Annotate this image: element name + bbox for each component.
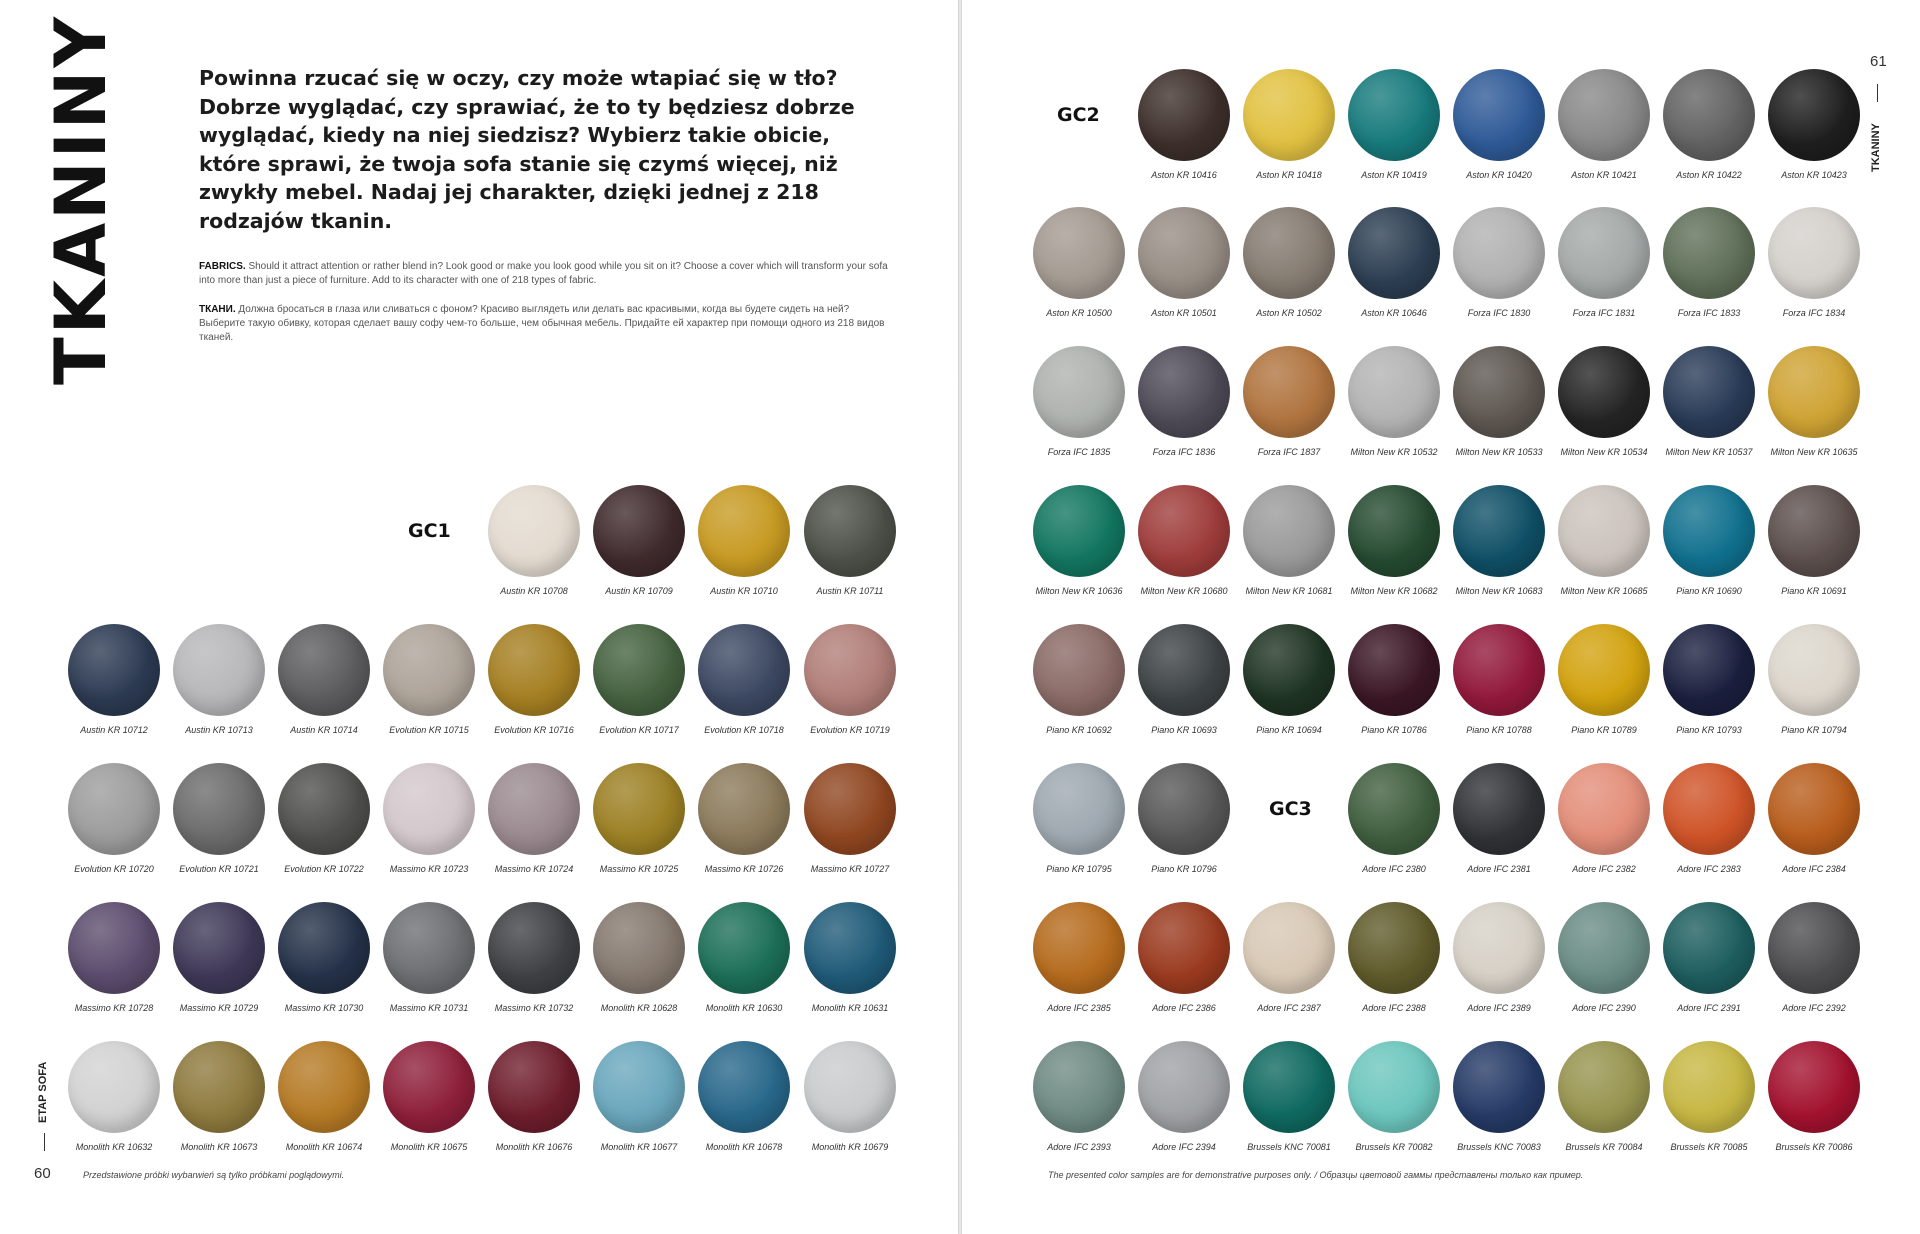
intro-russian-label: ТКАНИ. [199,304,236,315]
fabric-swatch [698,763,790,855]
fabric-label: Monolith KR 10675 [390,1142,468,1152]
group-label-gc3: GC3 [1269,798,1312,820]
fabric-label: Austin KR 10711 [816,586,884,596]
fabric-swatch [1663,1041,1755,1133]
fabric-swatch [1663,763,1755,855]
fabric-swatch [1558,485,1650,577]
fabric-label: Aston KR 10646 [1361,308,1427,318]
fabric-swatch [1768,902,1860,994]
fabric-label: Massimo KR 10732 [494,1003,574,1013]
fabric-swatch [68,902,160,994]
fabric-swatch [1138,1041,1230,1133]
fabric-label: Evolution KR 10719 [810,725,890,735]
fabric-label: Adore IFC 2385 [1047,1003,1111,1013]
fabric-swatch [1033,1041,1125,1133]
fabric-swatch [1453,763,1545,855]
fabric-label: Adore IFC 2393 [1047,1142,1111,1152]
fabric-label: Forza IFC 1834 [1782,308,1846,318]
fabric-swatch [173,902,265,994]
fabric-swatch [1348,624,1440,716]
fabric-label: Adore IFC 2380 [1362,864,1426,874]
fabric-label: Piano KR 10786 [1361,725,1427,735]
fabric-swatch [1663,485,1755,577]
fabric-label: Adore IFC 2383 [1677,864,1741,874]
fabric-label: Adore IFC 2381 [1467,864,1531,874]
fabric-label: Monolith KR 10676 [495,1142,573,1152]
fabric-label: Brussels KNC 70083 [1457,1142,1541,1152]
fabric-label: Adore IFC 2391 [1677,1003,1741,1013]
fabric-label: Milton New KR 10534 [1560,447,1648,457]
fabric-label: Forza IFC 1837 [1257,447,1321,457]
fabric-label: Evolution KR 10717 [599,725,679,735]
fabric-label: Brussels KR 70085 [1670,1142,1748,1152]
fabric-swatch [488,763,580,855]
fabric-label: Massimo KR 10724 [494,864,574,874]
fabric-label: Aston KR 10420 [1466,170,1532,180]
fabric-swatch [1138,902,1230,994]
fabric-label: Adore IFC 2390 [1572,1003,1636,1013]
fabric-swatch [1348,902,1440,994]
fabric-swatch [1768,346,1860,438]
fabric-swatch [1558,1041,1650,1133]
fabric-label: Piano KR 10691 [1781,586,1847,596]
fabric-swatch [1243,346,1335,438]
fabric-swatch [804,485,896,577]
fabric-label: Milton New KR 10680 [1140,586,1228,596]
fabric-swatch [1558,624,1650,716]
fabric-swatch [1768,207,1860,299]
fabric-swatch [278,1041,370,1133]
intro-russian-text: Должна бросаться в глаза или сливаться с фоном? Красиво выглядеть или делать вас красивыми, когда вы будете сидеть на ней? Выберите такую обивку, которая сделает вашу софу чем-то больше, чем обычная мебель. Придайте ей характер при помощи одного из 218 видов тканей. [199,304,885,343]
fabric-swatch [68,624,160,716]
fabric-swatch [1453,485,1545,577]
fabric-swatch [1138,69,1230,161]
fabric-swatch [1558,902,1650,994]
fabric-label: Adore IFC 2382 [1572,864,1636,874]
footnote: The presented color samples are for demonstrative purposes only. / Образцы цветовой гаммы представлены только как пример. [1048,1170,1584,1180]
fabric-label: Evolution KR 10722 [284,864,364,874]
fabric-swatch [383,763,475,855]
fabric-label: Forza IFC 1830 [1467,308,1531,318]
fabric-swatch [1033,763,1125,855]
fabric-label: Monolith KR 10628 [600,1003,678,1013]
fabric-swatch [1663,624,1755,716]
fabric-swatch [1138,346,1230,438]
fabric-swatch [1033,902,1125,994]
fabric-label: Monolith KR 10673 [180,1142,258,1152]
fabric-label: Monolith KR 10678 [705,1142,783,1152]
fabric-label: Aston KR 10423 [1781,170,1847,180]
fabric-swatch [1138,624,1230,716]
fabric-swatch [1243,485,1335,577]
fabric-swatch [1768,1041,1860,1133]
intro-text: Powinna rzucać się w oczy, czy może wtapiać się w tło? Dobrze wyglądać, czy sprawiać, że to ty będziesz dobrze wyglądać, kiedy na niej siedzisz? Wybierz takie obicie, które sprawi, że twoja sofa stanie się czymś więcej, niż zwykły mebel. Nadaj jej charakter, dzięki jednej z 218 rodzajów tkanin. [199,66,855,233]
fabric-label: Evolution KR 10716 [494,725,574,735]
fabric-swatch [1243,1041,1335,1133]
page-number: 60 [34,1165,51,1182]
fabric-label: Austin KR 10714 [290,725,358,735]
fabric-swatch [1768,763,1860,855]
fabric-label: Piano KR 10694 [1256,725,1322,735]
fabric-label: Aston KR 10500 [1046,308,1112,318]
fabric-swatch [1243,902,1335,994]
fabric-swatch [1033,485,1125,577]
fabric-label: Monolith KR 10632 [75,1142,153,1152]
fabric-swatch [1768,485,1860,577]
fabric-swatch [1348,485,1440,577]
fabric-swatch [1663,207,1755,299]
fabric-label: Evolution KR 10715 [389,725,469,735]
fabric-swatch [1663,902,1755,994]
fabric-label: Aston KR 10421 [1571,170,1637,180]
fabric-swatch [173,763,265,855]
fabric-swatch [1138,207,1230,299]
fabric-label: Adore IFC 2387 [1257,1003,1321,1013]
fabric-swatch [1138,485,1230,577]
fabric-label: Milton New KR 10636 [1035,586,1123,596]
fabric-swatch [1453,346,1545,438]
fabric-swatch [593,763,685,855]
page-number: 61 [1870,53,1887,70]
fabric-swatch [1243,207,1335,299]
fabric-label: Monolith KR 10674 [285,1142,363,1152]
fabric-swatch [1033,624,1125,716]
fabric-swatch [1348,69,1440,161]
group-label-gc1: GC1 [408,520,451,542]
page-title: TKANINY [40,13,122,385]
fabric-label: Adore IFC 2386 [1152,1003,1216,1013]
fabric-swatch [1348,1041,1440,1133]
fabric-label: Massimo KR 10731 [389,1003,469,1013]
fabric-label: Brussels KR 70086 [1775,1142,1853,1152]
fabric-swatch [593,485,685,577]
fabric-label: Milton New KR 10635 [1770,447,1858,457]
side-label: ETAP SOFA [37,1061,49,1123]
fabric-label: Piano KR 10795 [1046,864,1112,874]
fabric-label: Milton New KR 10683 [1455,586,1543,596]
intro-russian [199,303,889,345]
fabric-label: Monolith KR 10630 [705,1003,783,1013]
fabric-swatch [1453,902,1545,994]
fabric-label: Forza IFC 1833 [1677,308,1741,318]
fabric-swatch [278,902,370,994]
fabric-label: Monolith KR 10679 [811,1142,889,1152]
side-divider [44,1133,45,1151]
fabric-swatch [698,624,790,716]
footnote: Przedstawione próbki wybarwień są tylko próbkami poglądowymi. [83,1170,345,1180]
fabric-label: Milton New KR 10537 [1665,447,1753,457]
fabric-label: Piano KR 10692 [1046,725,1112,735]
fabric-label: Milton New KR 10532 [1350,447,1438,457]
fabric-swatch [488,624,580,716]
fabric-swatch [1453,1041,1545,1133]
fabric-label: Evolution KR 10721 [179,864,259,874]
fabric-swatch [1663,69,1755,161]
side-label: TKANINY [1870,123,1882,172]
group-label-gc2: GC2 [1057,104,1100,126]
fabric-label: Piano KR 10690 [1676,586,1742,596]
fabric-swatch [68,1041,160,1133]
fabric-label: Massimo KR 10727 [810,864,890,874]
fabric-swatch [1453,624,1545,716]
fabric-swatch [1243,624,1335,716]
fabric-swatch [593,902,685,994]
side-divider [1877,84,1878,102]
fabric-swatch [1558,346,1650,438]
fabric-label: Massimo KR 10729 [179,1003,259,1013]
fabric-swatch [1033,346,1125,438]
fabric-swatch [1558,207,1650,299]
fabric-label: Austin KR 10713 [185,725,253,735]
intro-english-label: FABRICS. [199,261,246,272]
fabric-label: Massimo KR 10723 [389,864,469,874]
fabric-label: Piano KR 10693 [1151,725,1217,735]
fabric-swatch [383,624,475,716]
fabric-swatch [804,902,896,994]
fabric-label: Adore IFC 2388 [1362,1003,1426,1013]
fabric-label: Aston KR 10422 [1676,170,1742,180]
fabric-swatch [1768,69,1860,161]
fabric-label: Aston KR 10419 [1361,170,1427,180]
fabric-label: Piano KR 10788 [1466,725,1532,735]
fabric-label: Massimo KR 10728 [74,1003,154,1013]
fabric-swatch [698,1041,790,1133]
fabric-swatch [383,1041,475,1133]
fabric-label: Brussels KR 70084 [1565,1142,1643,1152]
fabric-label: Milton New KR 10681 [1245,586,1333,596]
fabric-label: Adore IFC 2384 [1782,864,1846,874]
fabric-label: Piano KR 10793 [1676,725,1742,735]
fabric-label: Monolith KR 10631 [811,1003,889,1013]
fabric-swatch [698,902,790,994]
fabric-label: Massimo KR 10725 [599,864,679,874]
left-page [0,0,958,1234]
fabric-label: Austin KR 10709 [605,586,673,596]
fabric-label: Austin KR 10712 [80,725,148,735]
fabric-swatch [1453,207,1545,299]
fabric-swatch [1558,69,1650,161]
fabric-label: Milton New KR 10682 [1350,586,1438,596]
fabric-label: Brussels KNC 70081 [1247,1142,1331,1152]
fabric-swatch [278,624,370,716]
fabric-swatch [383,902,475,994]
right-page [962,0,1920,1234]
fabric-label: Austin KR 10710 [710,586,778,596]
fabric-label: Evolution KR 10720 [74,864,154,874]
fabric-swatch [1768,624,1860,716]
intro-english [199,260,889,288]
fabric-swatch [488,902,580,994]
fabric-label: Aston KR 10416 [1151,170,1217,180]
fabric-label: Aston KR 10502 [1256,308,1322,318]
fabric-label: Milton New KR 10533 [1455,447,1543,457]
fabric-swatch [1243,69,1335,161]
fabric-swatch [1453,69,1545,161]
fabric-label: Forza IFC 1835 [1047,447,1111,457]
fabric-swatch [1348,207,1440,299]
fabric-swatch [173,624,265,716]
fabric-swatch [593,1041,685,1133]
fabric-label: Aston KR 10418 [1256,170,1322,180]
fabric-swatch [804,624,896,716]
fabric-swatch [804,1041,896,1133]
fabric-label: Milton New KR 10685 [1560,586,1648,596]
fabric-swatch [1033,207,1125,299]
fabric-swatch [68,763,160,855]
fabric-swatch [1663,346,1755,438]
fabric-label: Austin KR 10708 [500,586,568,596]
fabric-label: Massimo KR 10726 [704,864,784,874]
fabric-label: Adore IFC 2392 [1782,1003,1846,1013]
fabric-swatch [1348,346,1440,438]
fabric-label: Adore IFC 2389 [1467,1003,1531,1013]
fabric-swatch [488,485,580,577]
fabric-label: Brussels KR 70082 [1355,1142,1433,1152]
fabric-swatch [1138,763,1230,855]
fabric-label: Piano KR 10796 [1151,864,1217,874]
fabric-swatch [698,485,790,577]
fabric-swatch [593,624,685,716]
fabric-label: Piano KR 10794 [1781,725,1847,735]
intro-english-text: Should it attract attention or rather blend in? Look good or make you look good while you sit on it? Choose a cover which will transform your sofa into more than just a piece of furniture. Add to its character with one of 218 types of fabric. [199,261,888,286]
fabric-label: Monolith KR 10677 [600,1142,678,1152]
fabric-swatch [278,763,370,855]
fabric-label: Aston KR 10501 [1151,308,1217,318]
fabric-label: Piano KR 10789 [1571,725,1637,735]
fabric-swatch [173,1041,265,1133]
fabric-swatch [488,1041,580,1133]
fabric-label: Massimo KR 10730 [284,1003,364,1013]
fabric-swatch [1558,763,1650,855]
fabric-label: Forza IFC 1836 [1152,447,1216,457]
fabric-swatch [804,763,896,855]
fabric-label: Adore IFC 2394 [1152,1142,1216,1152]
fabric-label: Evolution KR 10718 [704,725,784,735]
fabric-swatch [1348,763,1440,855]
fabric-label: Forza IFC 1831 [1572,308,1636,318]
